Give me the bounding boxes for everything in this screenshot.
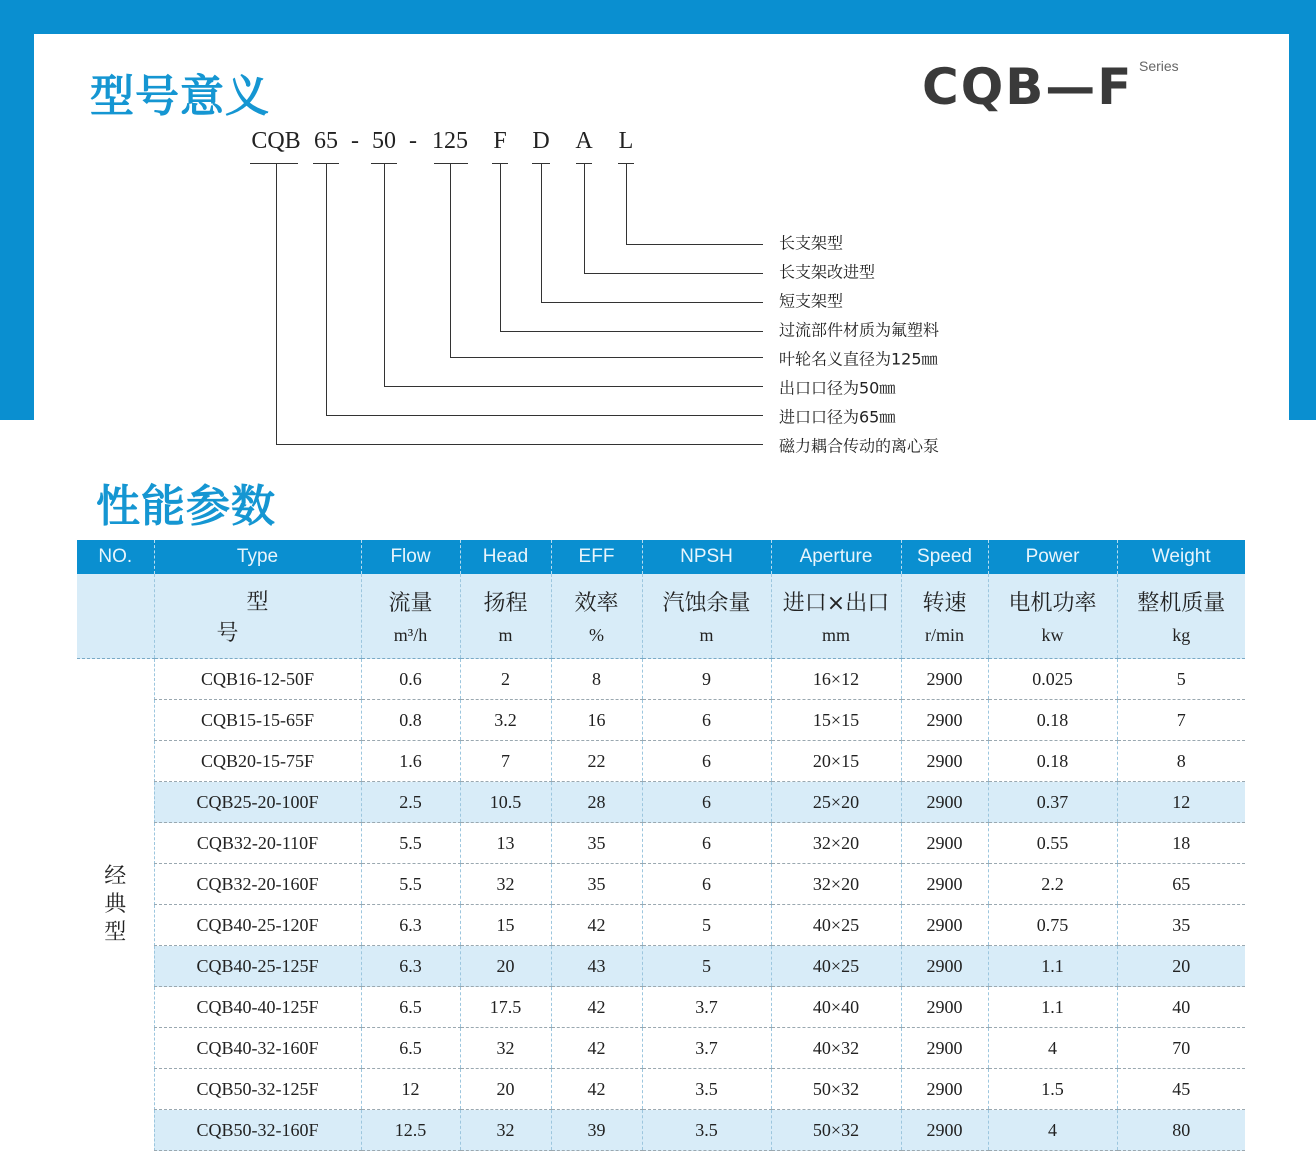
header-cn-label: 电机功率 [1008, 591, 1097, 616]
value-cell: 18 [1117, 823, 1245, 864]
table-row [77, 823, 1245, 864]
value-cell: 42 [551, 1028, 642, 1069]
value-cell: 7 [460, 741, 551, 782]
value-cell: 2900 [901, 946, 988, 987]
value-cell: 20 [460, 1069, 551, 1110]
code-segment: - [409, 128, 417, 154]
table-row [77, 905, 1245, 946]
brand-logo-text: CQB—F [922, 58, 1134, 116]
header-cn-label: 转速 [922, 591, 967, 616]
value-cell: 15×15 [771, 700, 901, 741]
leader-horizontal [626, 244, 763, 245]
value-cell: 5 [642, 946, 771, 987]
leader-vertical [500, 163, 501, 332]
value-cell: 1.1 [988, 987, 1117, 1028]
value-cell: 7 [1117, 700, 1245, 741]
leader-vertical [384, 163, 385, 387]
value-cell: 6.3 [361, 905, 460, 946]
code-segment: A [575, 128, 593, 154]
value-cell: 10.5 [460, 782, 551, 823]
value-cell: 16 [551, 700, 642, 741]
value-cell: 1.5 [988, 1069, 1117, 1110]
group-label-cell [77, 659, 154, 1151]
value-cell: 5 [642, 905, 771, 946]
leader-horizontal [450, 357, 763, 358]
value-cell: 2900 [901, 905, 988, 946]
header-cn-label: 流量 [388, 591, 433, 616]
value-cell: 40×40 [771, 987, 901, 1028]
value-cell: 40 [1117, 987, 1245, 1028]
value-cell: 0.18 [988, 700, 1117, 741]
value-cell: 6.5 [361, 1028, 460, 1069]
value-cell: 6 [642, 864, 771, 905]
value-cell: 40×32 [771, 1028, 901, 1069]
value-cell: 2.2 [988, 864, 1117, 905]
value-cell: 5.5 [361, 823, 460, 864]
header-cn-cell [988, 574, 1117, 659]
header-cn-cell [361, 574, 460, 659]
leader-vertical [450, 163, 451, 358]
value-cell: 0.18 [988, 741, 1117, 782]
value-cell: 20×15 [771, 741, 901, 782]
header-unit: kw [1041, 625, 1064, 645]
code-segment: F [493, 128, 507, 154]
value-cell: 2900 [901, 1069, 988, 1110]
model-cell: CQB40-25-125F [154, 946, 361, 987]
value-cell: 3.7 [642, 987, 771, 1028]
code-segment: - [351, 128, 359, 154]
value-cell: 2900 [901, 864, 988, 905]
value-cell: 20 [460, 946, 551, 987]
header-en-cell: Speed [901, 540, 988, 574]
value-cell: 2.5 [361, 782, 460, 823]
table-row [77, 700, 1245, 741]
header-en-cell: Flow [361, 540, 460, 574]
header-cn-cell [460, 574, 551, 659]
leader-vertical [276, 163, 277, 445]
leader-horizontal [326, 415, 763, 416]
value-cell: 4 [988, 1028, 1117, 1069]
value-cell: 0.75 [988, 905, 1117, 946]
value-cell: 2900 [901, 1028, 988, 1069]
value-cell: 2900 [901, 782, 988, 823]
table-row [77, 782, 1245, 823]
header-cn-no-cell [77, 574, 154, 659]
value-cell: 15 [460, 905, 551, 946]
header-cn-label: 进口×出口 [782, 591, 890, 616]
value-cell: 9 [642, 659, 771, 700]
value-cell: 6 [642, 741, 771, 782]
value-cell: 6 [642, 782, 771, 823]
header-cn-cell [901, 574, 988, 659]
code-meaning-label: 长支架改进型 [779, 262, 876, 282]
table-row [77, 1028, 1245, 1069]
leader-vertical [626, 163, 627, 245]
code-meaning-label: 长支架型 [779, 233, 844, 253]
value-cell: 3.2 [460, 700, 551, 741]
code-underline [250, 163, 298, 164]
leader-horizontal [584, 273, 763, 274]
leader-vertical [584, 163, 585, 274]
model-cell: CQB16-12-50F [154, 659, 361, 700]
header-unit: r/min [925, 625, 964, 645]
model-cell: CQB40-40-125F [154, 987, 361, 1028]
value-cell: 32 [460, 864, 551, 905]
table-row [77, 659, 1245, 700]
value-cell: 65 [1117, 864, 1245, 905]
header-en-cell: Weight [1117, 540, 1245, 574]
header-row-english [77, 540, 1245, 574]
header-unit: m³/h [393, 625, 428, 645]
table-row [77, 946, 1245, 987]
leader-vertical [541, 163, 542, 303]
model-cell: CQB40-32-160F [154, 1028, 361, 1069]
header-en-cell: NPSH [642, 540, 771, 574]
header-cn-cell [642, 574, 771, 659]
value-cell: 3.5 [642, 1069, 771, 1110]
value-cell: 35 [551, 823, 642, 864]
header-cn-label: 汽蚀余量 [662, 591, 751, 616]
code-segment: L [618, 128, 634, 154]
header-unit: % [589, 625, 604, 645]
code-meaning-label: 叶轮名义直径为125㎜ [779, 349, 938, 369]
value-cell: 5.5 [361, 864, 460, 905]
value-cell: 0.8 [361, 700, 460, 741]
header-cn-label: 扬程 [483, 591, 528, 616]
code-meaning-label: 出口口径为50㎜ [779, 378, 896, 398]
header-en-cell: Head [460, 540, 551, 574]
value-cell: 2900 [901, 741, 988, 782]
header-row-chinese [77, 574, 1245, 659]
code-meaning-label: 过流部件材质为氟塑料 [779, 320, 940, 340]
value-cell: 22 [551, 741, 642, 782]
header-cn-cell [1117, 574, 1245, 659]
value-cell: 2900 [901, 1110, 988, 1151]
leader-vertical [326, 163, 327, 416]
model-cell: CQB32-20-160F [154, 864, 361, 905]
value-cell: 1.6 [361, 741, 460, 782]
value-cell: 0.37 [988, 782, 1117, 823]
value-cell: 35 [551, 864, 642, 905]
series-label: Series [1139, 58, 1179, 74]
value-cell: 40×25 [771, 946, 901, 987]
model-cell: CQB20-15-75F [154, 741, 361, 782]
code-segment: 125 [432, 128, 468, 154]
header-unit: m [498, 625, 513, 645]
value-cell: 0.6 [361, 659, 460, 700]
value-cell: 2900 [901, 700, 988, 741]
group-label: 经典型 [104, 863, 127, 945]
table-row [77, 741, 1245, 782]
value-cell: 32 [460, 1028, 551, 1069]
value-cell: 32 [460, 1110, 551, 1151]
value-cell: 42 [551, 1069, 642, 1110]
table-row [77, 864, 1245, 905]
code-meaning-label: 进口口径为65㎜ [779, 407, 896, 427]
value-cell: 25×20 [771, 782, 901, 823]
value-cell: 6.5 [361, 987, 460, 1028]
value-cell: 20 [1117, 946, 1245, 987]
value-cell: 4 [988, 1110, 1117, 1151]
model-cell: CQB40-25-120F [154, 905, 361, 946]
code-underline [434, 163, 468, 164]
table-row [77, 1069, 1245, 1110]
value-cell: 35 [1117, 905, 1245, 946]
value-cell: 8 [1117, 741, 1245, 782]
value-cell: 32×20 [771, 823, 901, 864]
value-cell: 2900 [901, 823, 988, 864]
model-cell: CQB50-32-125F [154, 1069, 361, 1110]
value-cell: 0.025 [988, 659, 1117, 700]
leader-horizontal [541, 302, 763, 303]
table-body [77, 659, 1245, 1151]
model-cell: CQB15-15-65F [154, 700, 361, 741]
value-cell: 50×32 [771, 1069, 901, 1110]
value-cell: 70 [1117, 1028, 1245, 1069]
model-cell: CQB50-32-160F [154, 1110, 361, 1151]
value-cell: 39 [551, 1110, 642, 1151]
header-unit: kg [1172, 625, 1191, 645]
value-cell: 17.5 [460, 987, 551, 1028]
value-cell: 28 [551, 782, 642, 823]
value-cell: 13 [460, 823, 551, 864]
code-segment: 50 [372, 128, 396, 154]
value-cell: 12 [1117, 782, 1245, 823]
table-row [77, 987, 1245, 1028]
header-cn-cell [771, 574, 901, 659]
header-en-cell: EFF [551, 540, 642, 574]
code-segment: 65 [314, 128, 338, 154]
value-cell: 6 [642, 823, 771, 864]
code-segment: D [532, 128, 550, 154]
header-cn-label: 整机质量 [1137, 591, 1226, 616]
value-cell: 32×20 [771, 864, 901, 905]
value-cell: 1.1 [988, 946, 1117, 987]
model-cell: CQB32-20-110F [154, 823, 361, 864]
value-cell: 5 [1117, 659, 1245, 700]
value-cell: 2900 [901, 987, 988, 1028]
value-cell: 12.5 [361, 1110, 460, 1151]
value-cell: 16×12 [771, 659, 901, 700]
code-segment: CQB [251, 128, 301, 154]
value-cell: 80 [1117, 1110, 1245, 1151]
value-cell: 6 [642, 700, 771, 741]
header-cn-type: 型号 [216, 590, 329, 646]
leader-horizontal [384, 386, 763, 387]
value-cell: 43 [551, 946, 642, 987]
code-meaning-label: 短支架型 [779, 291, 844, 311]
value-cell: 12 [361, 1069, 460, 1110]
leader-horizontal [276, 444, 763, 445]
value-cell: 42 [551, 905, 642, 946]
header-en-cell: Power [988, 540, 1117, 574]
section-title-performance: 性能参数 [96, 481, 276, 532]
value-cell: 3.7 [642, 1028, 771, 1069]
header-unit: mm [821, 625, 850, 645]
value-cell: 45 [1117, 1069, 1245, 1110]
value-cell: 3.5 [642, 1110, 771, 1151]
performance-table [77, 540, 1245, 1151]
value-cell: 50×32 [771, 1110, 901, 1151]
header-cn-cell [154, 574, 361, 659]
value-cell: 2900 [901, 659, 988, 700]
value-cell: 0.55 [988, 823, 1117, 864]
value-cell: 42 [551, 987, 642, 1028]
header-en-cell: Type [154, 540, 361, 574]
leader-horizontal [500, 331, 763, 332]
value-cell: 8 [551, 659, 642, 700]
value-cell: 2 [460, 659, 551, 700]
value-cell: 6.3 [361, 946, 460, 987]
table-row [77, 1110, 1245, 1151]
model-cell: CQB25-20-100F [154, 782, 361, 823]
value-cell: 40×25 [771, 905, 901, 946]
header-cn-cell [551, 574, 642, 659]
section-title-model-meaning: 型号意义 [90, 71, 270, 122]
header-unit: m [699, 625, 714, 645]
header-en-cell: Aperture [771, 540, 901, 574]
header-cn-label: 效率 [574, 591, 619, 616]
header-en-cell: NO. [77, 540, 154, 574]
code-meaning-label: 磁力耦合传动的离心泵 [779, 436, 940, 456]
